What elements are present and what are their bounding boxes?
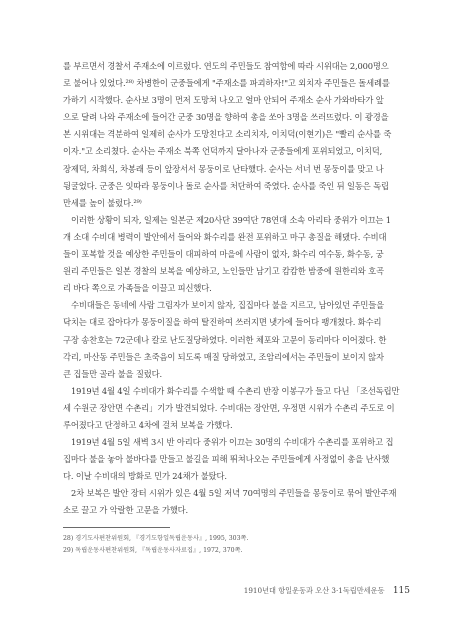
body-line: 1919년 4월 4일 수비대가 화수리를 수색할 때 수촌리 반장 이봉구가 들고 다닌 「조선독립만 <box>71 385 400 396</box>
body-line: 세 수원군 장안면 수촌리」기가 발견되었다. 수비대는 장안면, 우정면 시위가 수촌리 주도로 이 <box>63 402 395 413</box>
body-line: 이자."고 소리쳤다. 순사는 주재소 북쪽 언덕까지 달아나자 군중들에게 포위되었고, 이치덕, <box>63 146 383 157</box>
body-line: 구장 송찬호는 72군데나 칼로 난도질당하였다. 이러한 체포와 고문이 동리마다 이어졌다. 한 <box>63 334 387 345</box>
body-line: 1919년 4월 5일 새벽 3시 반 아리다 중위가 이끄는 30명의 수비대가 수촌리를 포위하고 집 <box>71 437 394 448</box>
footnote-28: 28) 경기도사편찬위원회, 『경기도항일독립운동사』, 1995, 303쪽. <box>63 535 249 542</box>
body-line: 가하기 시작했다. 순사보 3명이 먼저 도망쳐 나오고 얼마 안되어 주재소 순사 가와바타가 앞 <box>63 95 384 106</box>
page-number: 115 <box>392 586 410 596</box>
body-line: 집마다 불을 놓아 불바다를 만들고 불길을 피해 뛰쳐나오는 주민들에게 사정없이 총을 난사했 <box>63 454 390 465</box>
body-line: 으로 달려 나와 주재소에 들어간 군중 30명을 향하여 총을 쏘아 3명을 쓰러뜨렸다. 이 광경을 <box>63 112 389 123</box>
body-line: 루어졌다고 단정하고 4차에 걸쳐 보복을 가했다. <box>63 419 233 430</box>
body-line: 개 소대 수비대 병력이 발안에서 들어와 화수리를 완전 포위하고 마구 총질을 해댔다. 수비대 <box>63 231 387 242</box>
body-line: 로 불어나 있었다.²⁸⁾ 차병한이 군중들에게 "주재소를 파괴하자!"고 외치자 주민들은 돌세례를 <box>63 78 390 89</box>
body-line: 원리 주민들은 일본 경찰의 보복을 예상하고, 노인들만 남기고 캄캄한 밤중에 원한리와 호곡 <box>63 266 384 277</box>
body-line: 본 시위대는 격분하여 일제히 순사가 도망친다고 소리치자, 이치덕(이현기)은 "빨리 순사를 죽 <box>63 129 392 140</box>
body-line: 다. 이날 수비대의 방화로 민가 24채가 불탔다. <box>63 471 227 482</box>
body-line: 각리, 마산동 주민들은 초죽음이 되도록 매질 당하였고, 조암리에서는 주민들이 보이지 않자 <box>63 351 384 362</box>
body-line: 들이 포복할 것을 예상한 주민들이 대피하여 마을에 사람이 없자, 화수리 여수동, 화수동, 궁 <box>63 249 384 260</box>
body-line: 를 부르면서 경찰서 주재소에 이르렀다. 연도의 주민들도 참여함에 따라 시위대는 2,000명으 <box>63 61 389 71</box>
body-line: 큰 집들만 골라 불을 질렀다. <box>63 368 162 379</box>
running-title: 1910년대 항일운동과 오산 3·1독립만세운동 <box>243 586 385 595</box>
body-line: 뒹굴었다. 군중은 잇따라 몽둥이나 돌로 순사를 처단하여 죽였다. 순사를 죽인 뒤 일동은 독립 <box>63 180 389 191</box>
body-line: 장제덕, 차희식, 차봉래 등이 앞장서서 몽둥이로 난타했다. 순사는 서너 번 몽둥이를 맞고 나 <box>63 163 384 174</box>
body-line: 닥치는 대로 잡아다가 몽둥이질을 하여 탈진하여 쓰러지면 냇가에 들어다 팽개쳤다. 화수리 <box>63 317 382 328</box>
body-line: 소로 끌고 가 악랄한 고문을 가했다. <box>63 505 189 516</box>
footnote-divider <box>63 527 170 528</box>
body-line: 리 바다 쪽으로 가족들을 이끌고 피신했다. <box>63 283 212 294</box>
body-line: 2차 보복은 발안 장터 시위가 있은 4월 5일 저녁 70여명의 주민들을 몽둥이로 묶어 발안주재 <box>71 488 397 499</box>
page-footer <box>244 586 410 596</box>
body-line: 수비대들은 동네에 사람 그림자가 보이지 않자, 집집마다 불을 지르고, 남아있던 주민들을 <box>71 300 384 311</box>
body-text <box>63 58 413 520</box>
footnote-29: 29) 독립운동사편찬위원회, 『독립운동사자료집』, 1972, 370쪽. <box>63 547 243 554</box>
body-line: 만세를 높이 불렀다.²⁹⁾ <box>63 197 142 208</box>
body-line: 이러한 상황이 되자, 일제는 일본군 제20사단 39여단 78연대 소속 아리타 중위가 이끄는 1 <box>71 214 391 225</box>
footnotes <box>63 533 413 557</box>
